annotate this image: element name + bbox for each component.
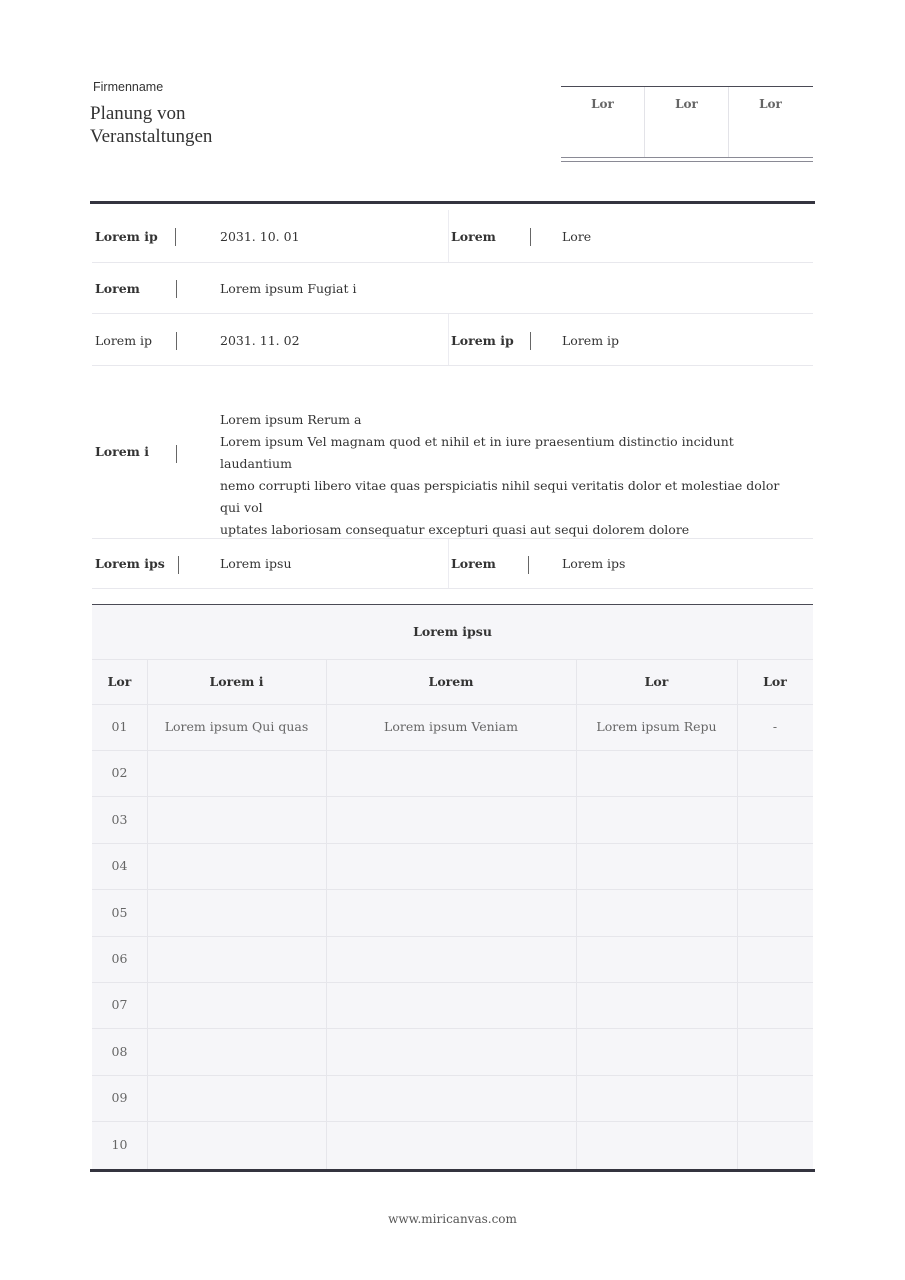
schedule-table [92, 604, 813, 1171]
table-cell [326, 1029, 576, 1075]
approval-cell-3 [729, 87, 812, 157]
table-cell [147, 1122, 326, 1168]
table-cell [737, 1122, 813, 1168]
row-number: 09 [111, 1090, 128, 1106]
approval-cell-2 [645, 87, 729, 157]
title-line-1: Planung von [90, 103, 186, 124]
company-name: Firmenname [93, 80, 164, 94]
table-row [92, 843, 813, 890]
column-header: Lorem [428, 674, 474, 689]
table-row [92, 1075, 813, 1122]
row-number: 04 [111, 858, 128, 874]
info-row-2 [92, 263, 813, 314]
table-row [92, 704, 813, 751]
table-cell [576, 1122, 737, 1168]
info-value: Lorem ip [562, 333, 620, 348]
table-cell [147, 1029, 326, 1075]
table-cell [576, 797, 737, 843]
approval-bottom-line-2 [561, 161, 813, 162]
table-cell [737, 982, 813, 1028]
table-cell [737, 797, 813, 843]
row-number: 05 [111, 904, 128, 920]
table-cell: Lorem ipsum Repu [596, 719, 717, 734]
info-label: Lorem [451, 556, 496, 571]
column-header: Lorem i [209, 674, 264, 689]
label-separator [175, 228, 176, 246]
table-cell [147, 843, 326, 889]
info-label: Lorem ip [95, 229, 158, 244]
table-cell [737, 843, 813, 889]
table-cell [576, 890, 737, 936]
table-cell [147, 797, 326, 843]
document-title [90, 102, 212, 148]
table-cell [576, 1075, 737, 1121]
row-number: 06 [111, 951, 128, 966]
column-header: Lor [763, 674, 787, 689]
info-value: 2031. 11. 02 [220, 333, 300, 348]
row-number: 02 [111, 765, 128, 781]
approval-cell-1 [561, 87, 645, 157]
table-cell: Lorem ipsum Veniam [384, 719, 518, 734]
row-number: 08 [111, 1043, 128, 1059]
label-separator [176, 445, 177, 463]
table-row [92, 750, 813, 797]
description-text [220, 409, 800, 541]
row-number: 07 [111, 997, 128, 1013]
info-row-3 [92, 314, 813, 366]
column-divider [448, 539, 449, 588]
approval-bottom-line [561, 157, 813, 158]
label-separator [176, 280, 177, 298]
table-cell [147, 890, 326, 936]
table-row [92, 1122, 813, 1168]
info-label: Lorem ip [95, 333, 153, 348]
table-row [92, 797, 813, 844]
row-number: 01 [111, 719, 128, 734]
approval-label-3: Lor [759, 97, 782, 111]
description-line: nemo corrupti libero vitae quas perspiciatis nihil sequi veritatis dolor et molestiae dolor qui vol [220, 478, 780, 515]
label-separator [530, 332, 531, 350]
table-row [92, 890, 813, 937]
column-divider [448, 210, 449, 262]
info-row-4 [92, 366, 813, 539]
table-cell [147, 936, 326, 982]
table-cell [576, 982, 737, 1028]
table-cell [326, 890, 576, 936]
table-row [92, 1029, 813, 1076]
table-cell [326, 843, 576, 889]
info-value: Lorem ips [562, 556, 626, 571]
label-separator [528, 556, 529, 574]
info-row-5 [92, 539, 813, 589]
row-number: 03 [111, 811, 128, 827]
table-cell [737, 750, 813, 796]
label-separator [178, 556, 179, 574]
info-label: Lorem [451, 229, 496, 244]
info-label: Lorem [95, 281, 140, 296]
table-cell [326, 1075, 576, 1121]
table-cell [576, 936, 737, 982]
table-title: Lorem ipsu [92, 605, 813, 660]
table-cell [737, 936, 813, 982]
table-cell [576, 843, 737, 889]
column-header: Lor [107, 674, 132, 689]
table-cell: - [772, 719, 778, 734]
description-line: Lorem ipsum Vel magnam quod et nihil et in iure praesentium distinctio incidunt laudantium [220, 434, 734, 471]
table-cell [147, 982, 326, 1028]
table-row [92, 982, 813, 1029]
table-bottom-border [90, 1169, 815, 1172]
table-cell [326, 797, 576, 843]
footer-url: www.miricanvas.com [388, 1212, 517, 1226]
table-cell [147, 750, 326, 796]
table-cell [326, 750, 576, 796]
info-value: Lorem ipsum Fugiat i [220, 281, 357, 296]
info-label: Lorem ip [451, 333, 514, 348]
label-separator [530, 228, 531, 246]
info-label: Lorem ips [95, 556, 165, 571]
info-value: Lore [562, 229, 592, 244]
table-cell: Lorem ipsum Qui quas [164, 719, 309, 734]
column-divider [448, 314, 449, 365]
approval-label-2: Lor [675, 97, 698, 111]
table-cell [737, 890, 813, 936]
approval-label-1: Lor [591, 97, 614, 111]
table-cell [576, 1029, 737, 1075]
info-value: 2031. 10. 01 [220, 229, 300, 244]
approval-box [561, 86, 813, 163]
description-line: Lorem ipsum Rerum a [220, 412, 362, 427]
table-cell [326, 982, 576, 1028]
table-cell [576, 750, 737, 796]
table-cell [737, 1075, 813, 1121]
table-cell [147, 1075, 326, 1121]
section-divider-top [90, 201, 815, 204]
info-row-1 [92, 210, 813, 263]
column-header: Lor [644, 674, 669, 689]
label-separator [176, 332, 177, 350]
title-line-2: Veranstaltungen [90, 126, 213, 147]
description-line: uptates laboriosam consequatur excepturi quasi aut sequi dolorem dolore [220, 522, 690, 537]
info-label: Lorem i [95, 444, 149, 459]
table-cell [326, 1122, 576, 1168]
info-value: Lorem ipsu [220, 556, 292, 571]
row-number: 10 [111, 1136, 128, 1152]
table-row [92, 936, 813, 983]
table-cell [326, 936, 576, 982]
table-header-row [92, 660, 813, 705]
table-cell [737, 1029, 813, 1075]
